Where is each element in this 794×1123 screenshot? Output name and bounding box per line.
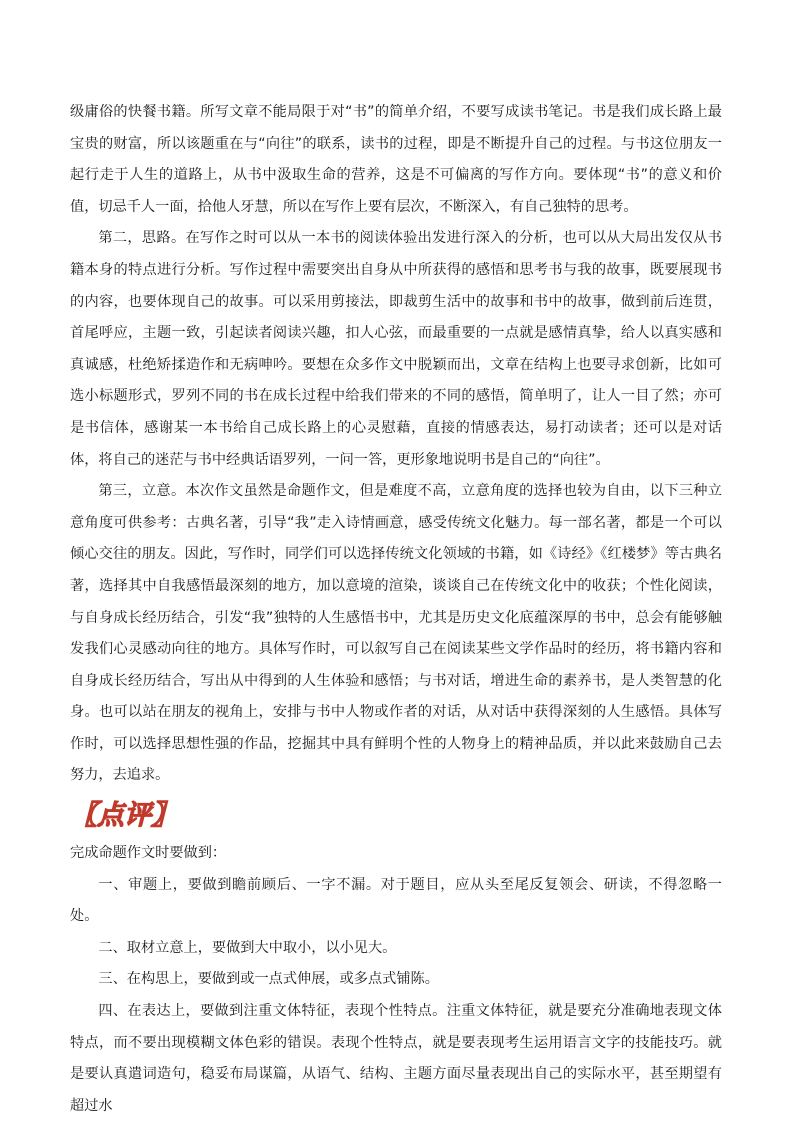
comment-heading-stamp [70,794,180,834]
analysis-paragraph: 第三，立意。本次作文虽然是命题作文，但是难度不高，立意角度的选择也较为自由，以下三种立意角度可供参考：古典名著，引导“我”走入诗情画意，感受传统文化魅力。每一部名著，都是一个可以倾心交往的朋友。因此，写作时，同学们可以选择传统文化领域的书籍，如《诗经》《红楼梦》等古典名著，选择其中自我感悟最深刻的地方，加以意境的渲染，谈谈自己在传统文化中的收获；个性化阅读，与自身成长经历结合，引发“我”独特的人生感悟书中，尤其是历史文化底蕴深厚的书中，总会有能够触发我们心灵感动向往的地方。具体写作时，可以叙写自己在阅读某些文学作品时的经历，将书籍内容和自身成长经历结合，写出从中得到的人生体验和感悟；与书对话，增进生命的素养书，是人类智慧的化身。也可以站在朋友的视角上，安排与书中人物或作者的对话，从对话中获得深刻的人生感悟。具体写作时，可以选择思想性强的作品，挖掘其中具有鲜明个性的人物身上的精神品质，并以此来鼓励自己去努力，去追求。 [70,483,722,784]
comment-paragraph: 四、在表达上，要做到注重文体特征，表现个性特点。注重文体特征，就是要充分准确地表现文体特点，而不要出现模糊文体色彩的错误。表现个性特点，就是要表现考生运用语言文字的技能技巧。就是要认真遣词造句，稳妥布局谋篇，从语气、结构、主题方面尽量表现出自己的实际水平，甚至期望有超过水 [70,1003,722,1114]
essay-analysis-section [70,97,722,792]
comment-paragraph: 一、审题上，要做到瞻前顾后、一字不漏。对于题目，应从头至尾反复领会、研读，不得忽略一处。 [70,876,722,925]
comment-paragraph: 三、在构思上，要做到或一点式伸展，或多点式铺陈。 [98,971,439,988]
comment-section [70,838,722,1122]
comment-paragraph: 二、取材立意上，要做到大中取小，以小见大。 [98,939,397,956]
analysis-paragraph: 第二，思路。在写作之时可以从一本书的阅读体验出发进行深入的分析，也可以从大局出发仅从书籍本身的特点进行分析。写作过程中需要突出自身从中所获得的感悟和思考书与我的故事，既要展现书的内容，也要体现自己的故事。可以采用剪接法，即裁剪生活中的故事和书中的故事，做到前后连贯，首尾呼应，主题一致，引起读者阅读兴趣，扣人心弦，而最重要的一点就是感情真挚，给人以真实感和真诚感，杜绝矫揉造作和无病呻吟。要想在众多作文中脱颖而出，文章在结构上也要寻求创新，比如可选小标题形式，罗列不同的书在成长过程中给我们带来的不同的感悟，简单明了，让人一目了然；亦可是书信体，感谢某一本书给自己成长路上的心灵慰藉，直接的情感表达，易打动读者；还可以是对话体，将自己的迷茫与书中经典话语罗列，一问一答，更形象地说明书是自己的“向往”。 [70,230,722,468]
document-body [70,97,722,1122]
comment-heading-text: 〖点评〗 [70,800,178,832]
analysis-paragraph: 级庸俗的快餐书籍。所写文章不能局限于对“书”的简单介绍，不要写成读书笔记。书是我们成长路上最宝贵的财富，所以该题重在与“向往”的联系，读书的过程，即是不断提升自己的过程。与书这位朋友一起行走于人生的道路上，从书中汲取生命的营养，这是不可偏离的写作方向。要体现“书”的意义和价值，切忌千人一面，拾他人牙慧，所以在写作上要有层次，不断深入，有自己独特的思考。 [70,104,722,215]
comment-paragraph: 完成命题作文时要做到： [70,845,227,862]
comment-heading [70,794,180,834]
